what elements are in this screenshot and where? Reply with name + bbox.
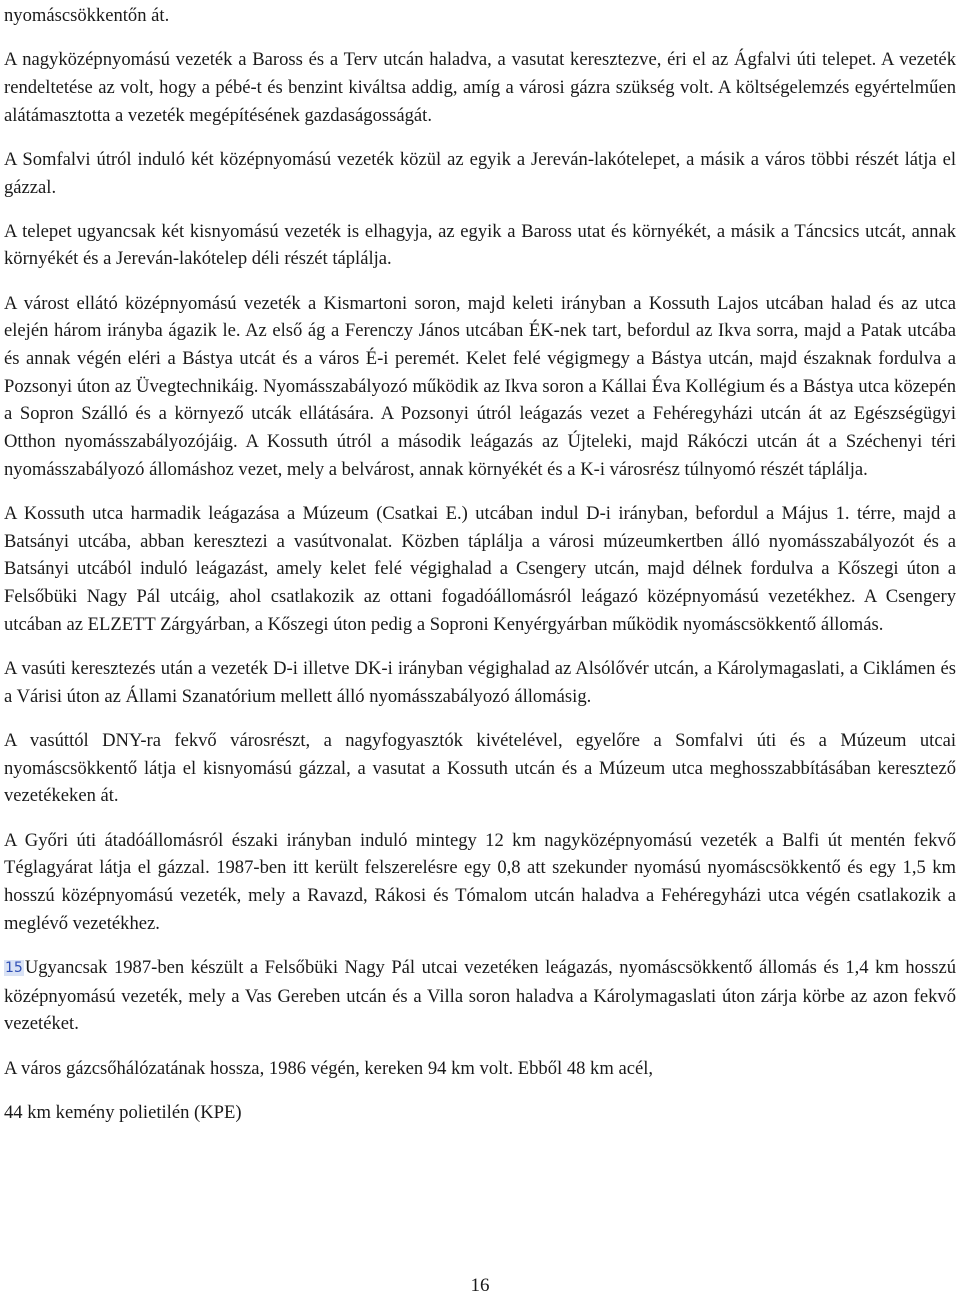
paragraph-telep-kisnyomasu: A telepet ugyancsak két kisnyomású vezeték is elhagyja, az egyik a Baross utat és környékét, a másik a Táncsics utcát, annak környékét és a Jereván-lakótelep déli részét táplálja.: [4, 220, 956, 270]
page-marker-badge: 15: [5, 959, 23, 976]
paragraph-halozat-hossza: A város gázcsőhálózatának hossza, 1986 végén, kereken 94 km volt. Ebből 48 km acél,: [4, 1057, 654, 1079]
paragraph-vasuti-keresztezes: A vasúti keresztezés után a vezeték D-i illetve DK-i irányban végighalad az Alsólővér utcán, a Károlymagaslati, a Ciklámen és a Várisi úton az Állami Szanatórium mellett álló nyomásszabályozó állomásig.: [4, 658, 956, 707]
paragraph-nagykozepnyomasu: A nagyközépnyomású vezeték a Baross és a Terv utcán haladva, a vasutat keresztezve, éri el az Ágfalvi úti telepet. A vezeték rendeltetése az volt, hogy a pébé-t és benzint kiváltsa addig, amíg a városi gázra szükség volt. A költségelemzés egyértelműen alátámasztotta a vezeték megépítésének gazdaságosságát.: [4, 49, 956, 126]
paragraph-somfalvi: A Somfalvi útról induló két középnyomású vezeték közül az egyik a Jereván-lakótelepet, a másik a város többi részét látja el gázzal.: [4, 148, 956, 198]
paragraph-1987-text: Ugyancsak 1987-ben készült a Felsőbüki Nagy Pál utcai vezetéken leágazás, nyomáscsökkentő állomás és 1,4 km hosszú középnyomású vezeték, mely a Vas Gereben utcán és a Villa soron haladva a Károlymagaslati úton zárja körbe az azon fekvő vezetéket.: [4, 956, 956, 1035]
paragraph-dny-varosresz: A vasúttól DNY-ra fekvő városrészt, a nagyfogyasztók kivételével, egyelőre a Somfalvi úti és a Múzeum utcai nyomáscsökkentő látja el kisnyomású gázzal, a vasutat a Kossuth utcán és a Múzeum utca meghosszabbításában keresztező vezetékeken át.: [4, 729, 956, 807]
document-page: [4, 0, 956, 1126]
paragraph-kpe: 44 km kemény polietilén (KPE): [4, 1101, 242, 1123]
paragraph-continuation: nyomáscsökkentőn át.: [4, 5, 170, 26]
page-number: 16: [470, 1275, 490, 1296]
paragraph-varos-ellato: A várost ellátó középnyomású vezeték a Kismartoni soron, majd keleti irányban a Kossuth Lajos utcában halad és az utca elején három irányba ágazik le. Az első ág a Ferenczy János utcában ÉK-nek tart, befordul az Ikva sorra, majd a Patak utcába és annak végén eléri a Bástya utcát és a város É-i peremét. Kelet felé végigmegy a Bástya utcán, majd északnak fordulva a Pozsonyi úton az Üvegtechnikáig. Nyomásszabályozó működik az Ikva soron a Kállai Éva Kollégium és a Bástya utca közepén a Sopron Szálló és a környező utcák ellátására. A Pozsonyi útról leágazás vezet a Fehéregyházi utcán át az Egészségügyi Otthon nyomásszabályozójáig. A Kossuth útról a második leágazás az Újteleki, majd Rákóczi utcán át a Széchenyi téri nyomásszabályozó állomáshoz vezet, mely a belvárost, annak környékét és a K-i városrész túlnyomó részét táplálja.: [4, 292, 956, 480]
paragraph-kossuth-harmadik: A Kossuth utca harmadik leágazása a Múzeum (Csatkai E.) utcában indul D-i irányban, befordul a Május 1. térre, majd a Batsányi utcába, abban keresztezi a vasútvonalat. Közben táplálja a városi múzeumkertben álló nyomásszabályozót és a Batsányi utcából induló leágazást, amely kelet felé végighalad a Csengery utcán, majd délnek fordulva a Kőszegi úton a Felsőbüki Nagy Pál utcáig, ahol csatlakozik az ottani fogadóállomásról leágazó középnyomású vezetékhez. A Csengery utcában az ELZETT Zárgyárban, a Kőszegi úton pedig a Soproni Kenyérgyárban működik nyomáscsökkentő állomás.: [4, 503, 956, 635]
paragraph-1987: [4, 954, 956, 1038]
paragraph-gyori-ut: A Győri úti átadóállomásról északi irányban induló mintegy 12 km nagyközépnyomású vezeték a Balfi út mentén fekvő Téglagyárat látja el gázzal. 1987-ben itt került felszerelésre egy 0,8 att szekunder nyomású nyomáscsökkentő és egy 1,5 km hosszú középnyomású vezeték, mely a Ravazd, Rákosi és Tómalom utcán haladva a Fehéregyházi utca végén csatlakozik a meglévő vezetékhez.: [4, 829, 956, 934]
